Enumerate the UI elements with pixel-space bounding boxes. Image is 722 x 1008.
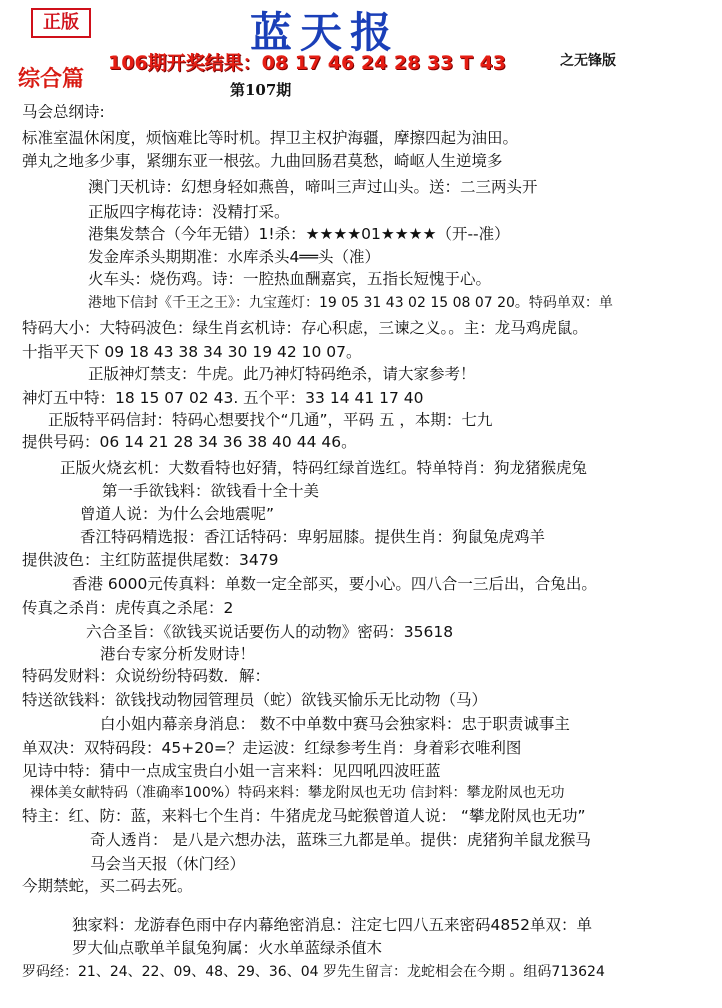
text-line: 神灯五中特：18 15 07 02 43. 五个平：33 14 41 17 40 (22, 389, 424, 407)
text-line: 奇人透肖： 是八是六想办法，蓝珠三九都是单。提供：虎猪狗羊鼠龙猴马 (90, 831, 591, 849)
text-line: 提供号码：06 14 21 28 34 36 38 40 44 46。 (22, 433, 357, 451)
text-line: 罗大仙点歌单羊鼠兔狗属：火水单蓝绿杀值木 (72, 939, 383, 957)
text-line: 白小姐内幕亲身消息： 数不中单数中赛马会独家料：忠于职责诚事主 (100, 715, 570, 733)
text-line: 裸体美女献特码（准确率100%）特码来料：攀龙附凤也无功 信封料：攀龙附凤也无功 (30, 785, 565, 801)
text-line: 第一手欲钱料：欲钱看十全十美 (102, 482, 320, 500)
text-line: 特码发财料：众说纷纷特码数．解： (22, 667, 271, 685)
issue-number: 第107期 (230, 81, 292, 99)
text-line: 单双决：双特码段：45+20=？走运波：红绿参考生肖：身着彩衣唯利图 (22, 739, 522, 757)
text-line: 提供波色：主红防蓝提供尾数：3479 (22, 551, 279, 569)
text-line: 正版神灯禁支：牛虎。此乃神灯特码绝杀，请大家参考！ (88, 365, 476, 383)
text-line: 澳门天机诗：幻想身轻如燕兽，啼叫三声过山头。送：二三两头开 (88, 178, 538, 196)
text-line: 今期禁蛇，买二码去死。 (22, 877, 193, 895)
text-line: 曾道人说：为什么会地震呢” (80, 505, 275, 523)
newspaper-title: 蓝天报 (250, 8, 401, 57)
text-line: 传真之杀肖：虎传真之杀尾：2 (22, 599, 234, 617)
text-line: 正版特平码信封：特码心想要找个“几通”，平码 五 ，本期：七九 (48, 411, 493, 429)
section-title: 综合篇 (18, 66, 85, 92)
text-line: 香江特码精选报：香江话特码：卑躬屈膝。提供生肖：狗鼠兔虎鸡羊 (80, 528, 546, 546)
text-line: 弹丸之地多少事，紧绷东亚一根弦。九曲回肠君莫愁，崎岖人生逆境多 (22, 152, 503, 170)
edition-label: 之无锋版 (560, 53, 616, 69)
edition-badge: 正版 (31, 8, 91, 38)
text-line: 香港 6000元传真料：单数一定全部买，要小心。四八合一三后出，合兔出。 (72, 575, 597, 593)
text-line: 独家料：龙游春色雨中存内幕绝密消息：注定七四八五来密码4852单双：单 (72, 916, 592, 934)
text-line: 发金库杀头期期准：水库杀头4══头（准） (88, 248, 381, 266)
text-line: 港台专家分析发财诗！ (100, 645, 256, 663)
text-line: 标准室温休闲度，烦恼难比等时机。捍卫主权护海疆，摩擦四起为油田。 (22, 129, 519, 147)
text-line: 特主：红、防：蓝，来料七个生肖：牛猪虎龙马蛇猴曾道人说： “攀龙附凤也无功” (22, 807, 586, 825)
lottery-result-banner: 106期开奖结果：08 17 46 24 28 33 T 43 (108, 52, 507, 74)
text-line: 正版火烧玄机：大数看特也好猜，特码红绿首选红。特单特肖：狗龙猪猴虎兔 (60, 459, 588, 477)
text-line: 十指平天下 09 18 43 38 34 30 19 42 10 07。 (22, 343, 362, 361)
text-line: 港集发禁合（今年无错）1!杀：★★★★01★★★★（开--准） (88, 225, 510, 243)
text-line: 特码大小：大特码波色：绿生肖玄机诗：存心积虑，三谏之义。。主：龙马鸡虎鼠。 (22, 319, 588, 337)
text-line: 港地下信封《千王之王》：九宝莲灯：19 05 31 43 02 15 08 07 20。特码单双：单 (88, 295, 613, 311)
text-line: 马会总纲诗: (22, 103, 105, 121)
text-line: 见诗中特：猜中一点成宝贵白小姐一言来料：见四吼四波旺蓝 (22, 762, 441, 780)
text-line: 罗码经：21、24、22、09、48、29、36、04 罗先生留言：龙蛇相会在今期 。组码713624 (22, 964, 605, 980)
text-line: 火车头：烧伤鸡。诗：一腔热血酬嘉宾，五指长短愧于心。 (88, 270, 492, 288)
text-line: 正版四字梅花诗：没精打采。 (88, 203, 290, 221)
text-line: 特送欲钱料：欲钱找动物园管理员（蛇）欲钱买愉乐无比动物（马） (22, 691, 488, 709)
text-line: 马会当天报（休门经） (90, 855, 246, 873)
text-line: 六合圣旨：《欲钱买说话要伤人的动物》密码：35618 (86, 623, 454, 641)
